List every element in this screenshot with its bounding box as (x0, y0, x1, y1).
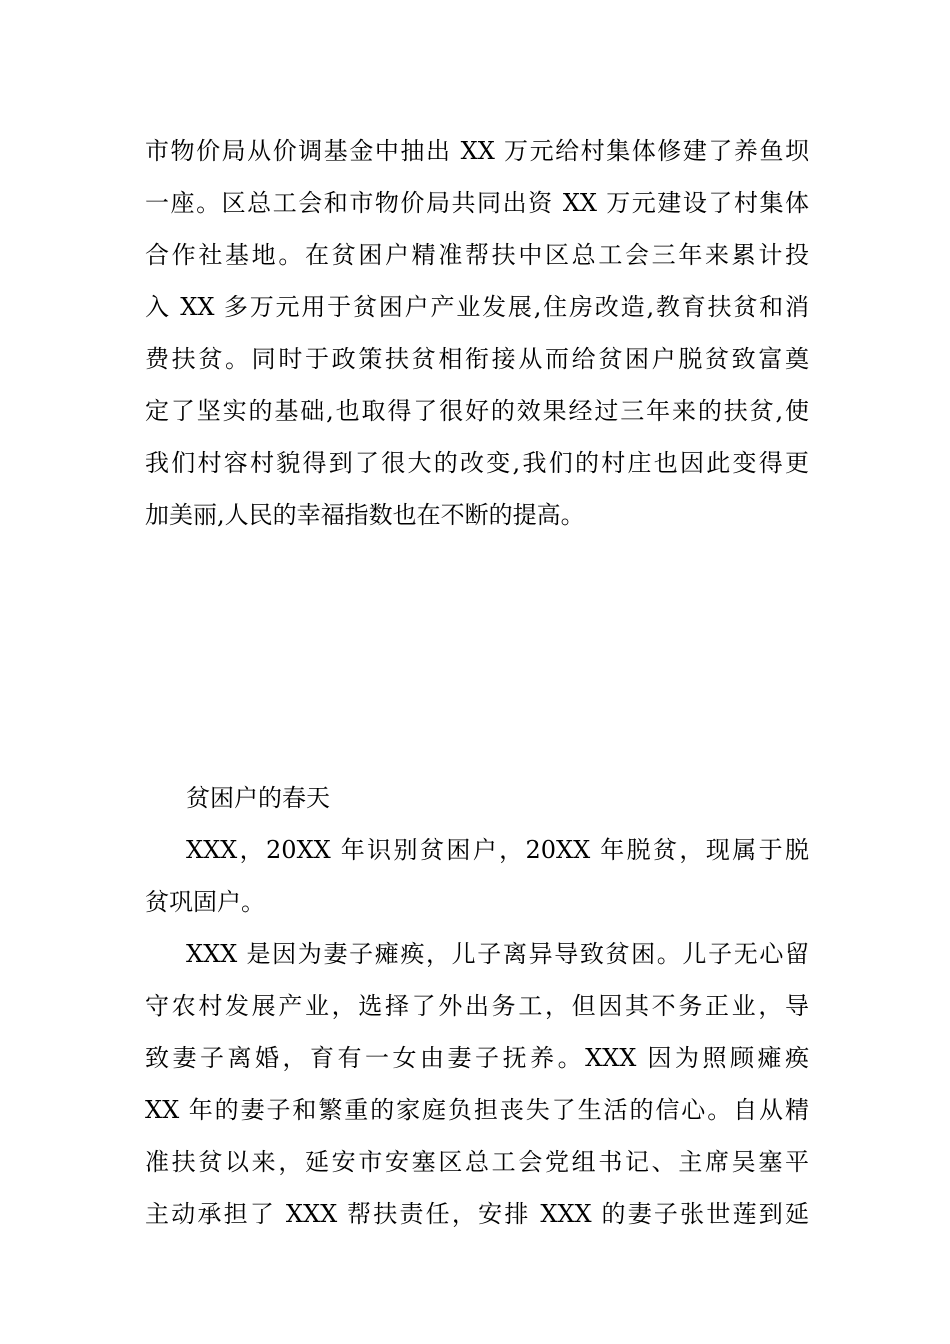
text-line: 主动承担了 XXX 帮扶责任，安排 XXX 的妻子张世莲到延 (145, 1200, 809, 1228)
text-line: 加美丽,人民的幸福指数也在不断的提高。 (145, 501, 585, 529)
text-line: 准扶贫以来，延安市安塞区总工会党组书记、主席吴塞平 (145, 1148, 809, 1176)
text-line: 贫巩固户。 (145, 888, 265, 916)
text-line: 市物价局从价调基金中抽出 XX 万元给村集体修建了养鱼坝 (145, 137, 809, 165)
text-line: 入 XX 多万元用于贫困户产业发展,住房改造,教育扶贫和消 (145, 293, 809, 321)
text-line: XXX，20XX 年识别贫困户，20XX 年脱贫，现属于脱 (186, 836, 809, 864)
text-line: 我们村容村貌得到了很大的改变,我们的村庄也因此变得更 (145, 449, 809, 477)
text-line: XXX 是因为妻子瘫痪，儿子离异导致贫困。儿子无心留 (186, 940, 809, 968)
paragraph-1 (145, 824, 809, 928)
text-line: 守农村发展产业，选择了外出务工，但因其不务正业，导 (145, 992, 809, 1020)
text-line: 致妻子离婚，育有一女由妻子抚养。XXX 因为照顾瘫痪 (145, 1044, 809, 1072)
section-1-paragraph (145, 125, 809, 541)
paragraph-2 (145, 928, 809, 1240)
text-line: 费扶贫。同时于政策扶贫相衔接从而给贫困户脱贫致富奠 (145, 345, 809, 373)
text-line: 合作社基地。在贫困户精准帮扶中区总工会三年来累计投 (145, 241, 809, 269)
text-line: XX 年的妻子和繁重的家庭负担丧失了生活的信心。自从精 (145, 1096, 809, 1124)
section-2 (145, 772, 809, 1240)
text-line: 定了坚实的基础,也取得了很好的效果经过三年来的扶贫,使 (145, 397, 809, 425)
text-line: 一座。区总工会和市物价局共同出资 XX 万元建设了村集体 (145, 189, 809, 217)
section-title: 贫困户的春天 (186, 784, 330, 812)
